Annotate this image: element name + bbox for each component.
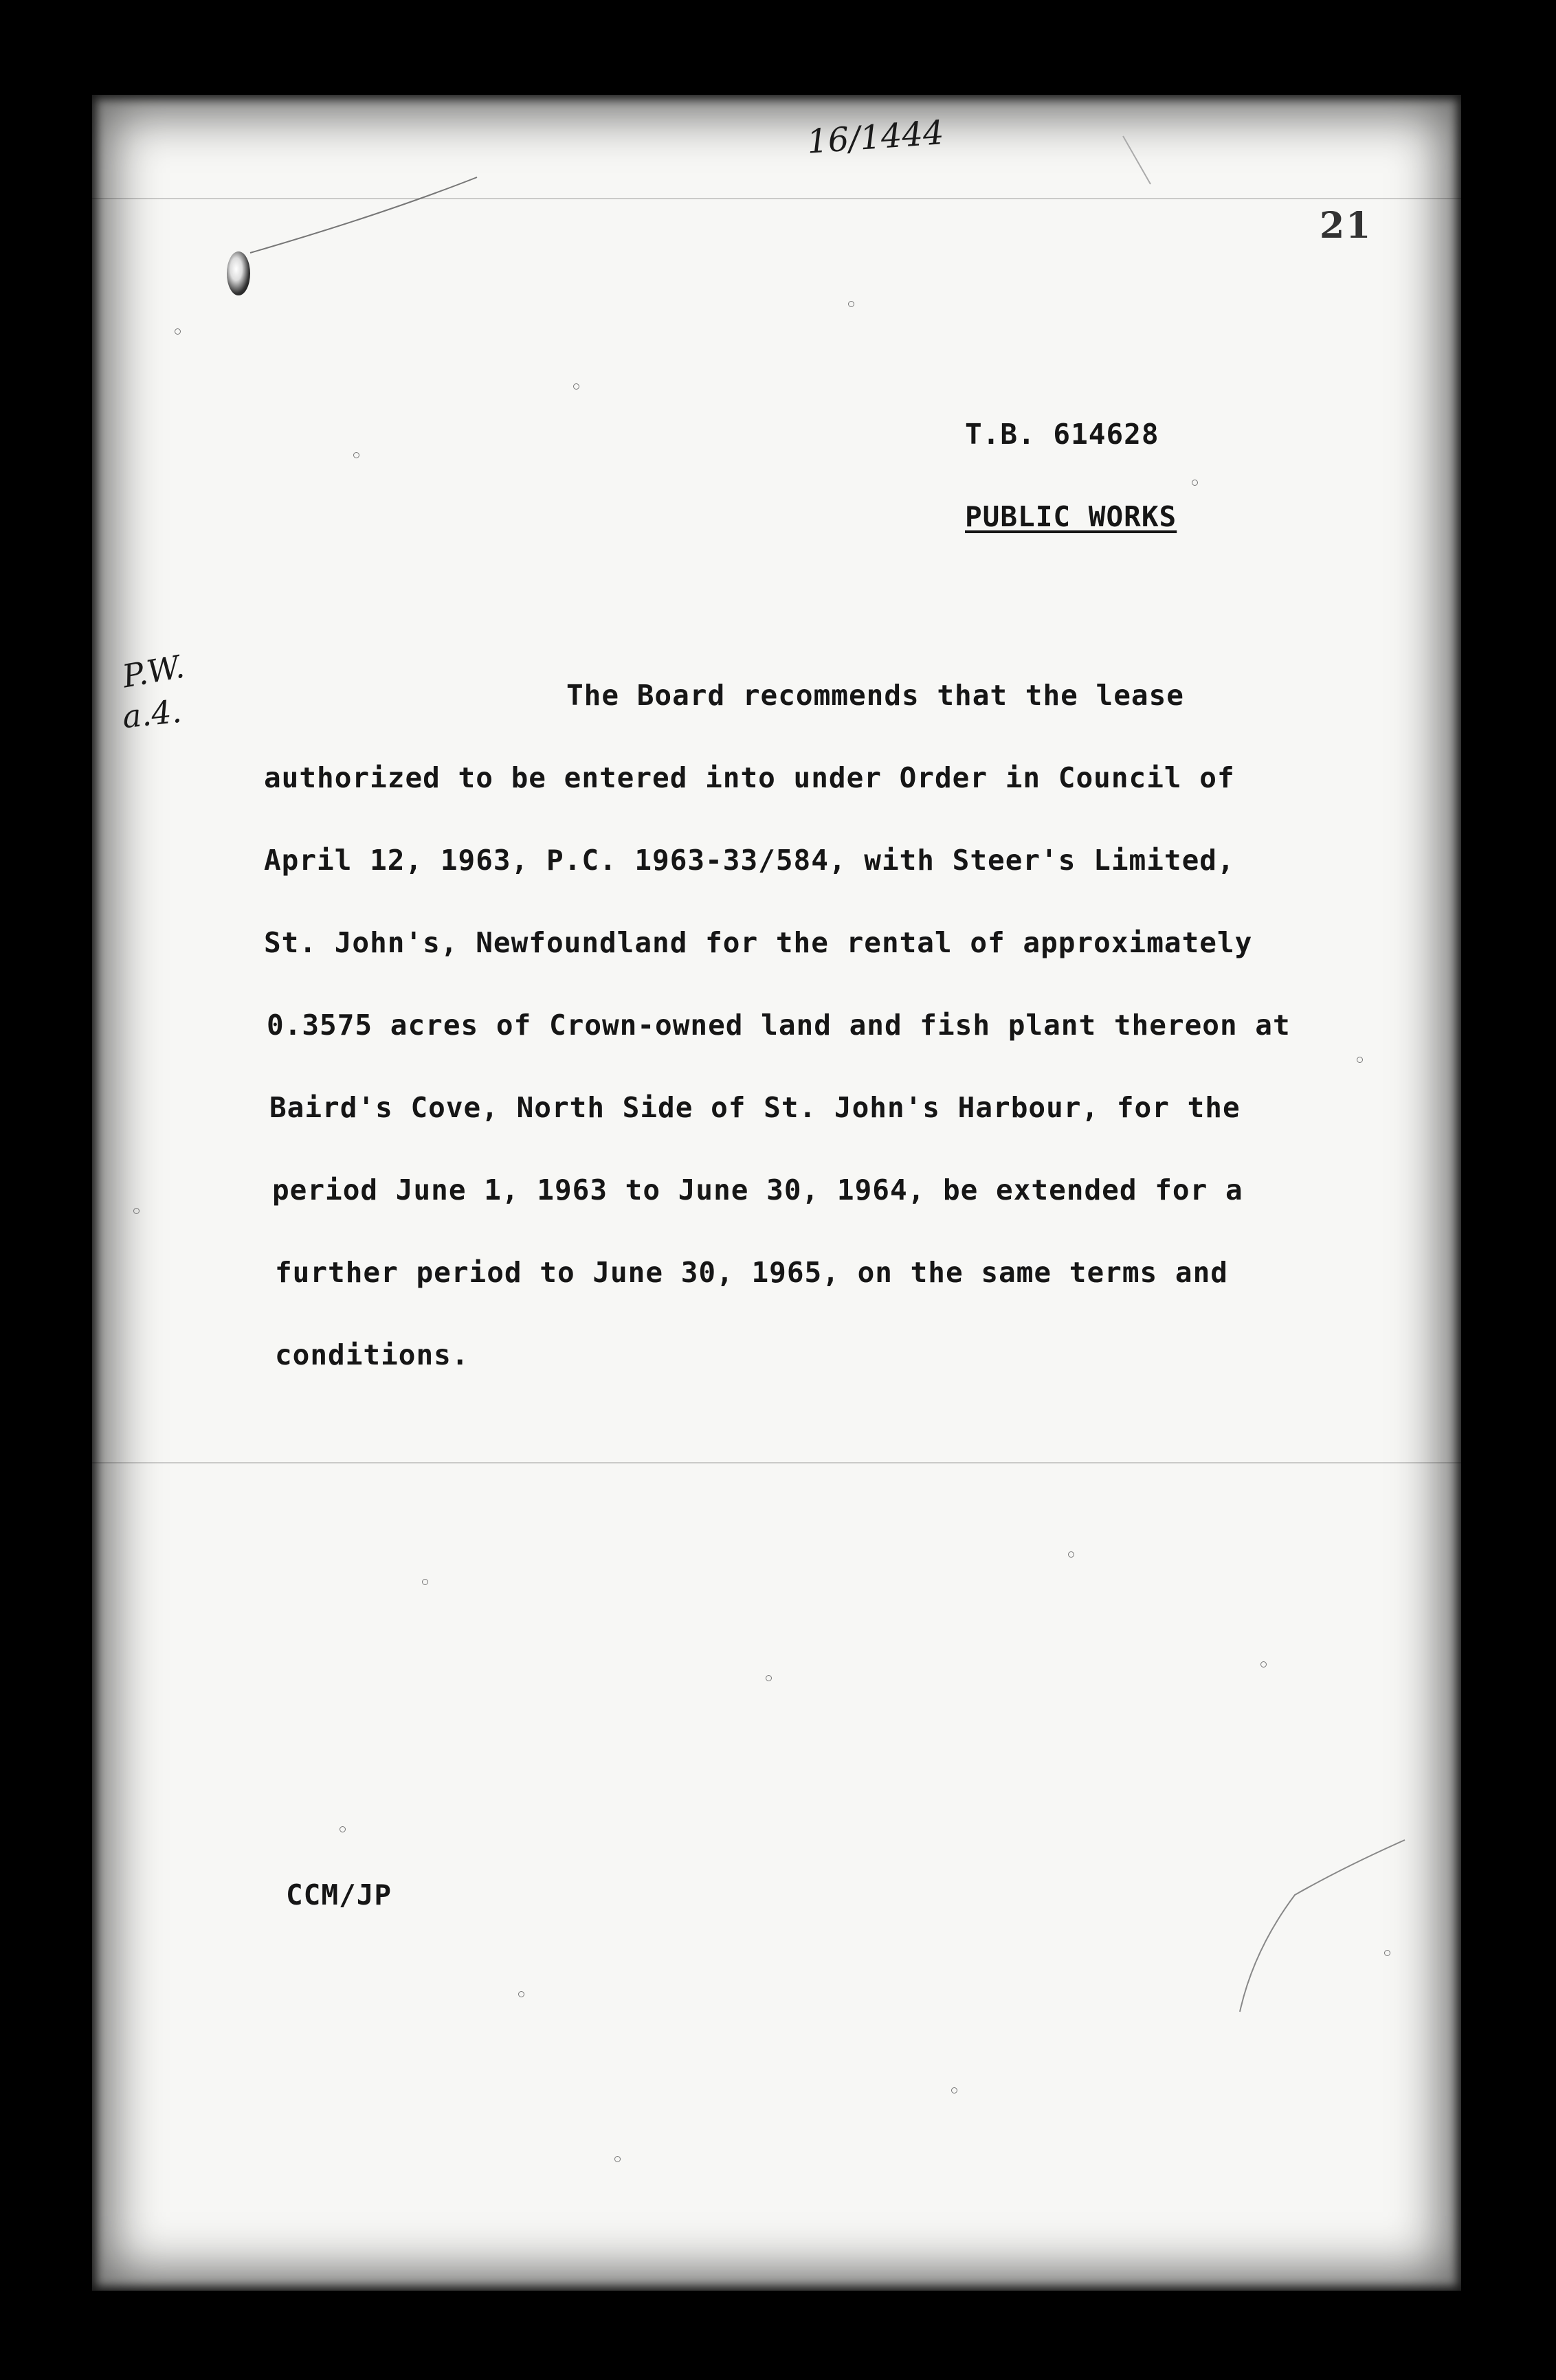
dust-speck [614, 2156, 621, 2162]
body-line: conditions. [275, 1338, 469, 1371]
body-line: 0.3575 acres of Crown-owned land and fish plant thereon at [267, 1009, 1291, 1042]
dust-speck [848, 301, 854, 307]
body-line: The Board recommends that the lease [566, 679, 1184, 712]
dust-speck [951, 2087, 957, 2093]
dust-speck [1384, 1950, 1390, 1956]
body-line: St. John's, Newfoundland for the rental of approximately [264, 926, 1253, 959]
dust-speck [518, 1991, 524, 1997]
dust-speck [573, 383, 579, 390]
handwritten-file-number: 16/1444 [805, 113, 946, 161]
dust-speck [175, 328, 181, 335]
body-line: April 12, 1963, P.C. 1963-33/584, with Steer's Limited, [264, 844, 1235, 877]
handwritten-initials-line1: P.W. [119, 647, 188, 695]
dust-speck [1192, 480, 1198, 486]
body-line: Baird's Cove, North Side of St. John's Harbour, for the [269, 1091, 1241, 1124]
dust-speck [1357, 1057, 1363, 1063]
dust-speck [340, 1826, 346, 1832]
body-line: further period to June 30, 1965, on the same terms and [275, 1256, 1228, 1289]
body-line: period June 1, 1963 to June 30, 1964, be extended for a [272, 1174, 1243, 1206]
dust-speck [766, 1675, 772, 1681]
dust-speck [1260, 1661, 1267, 1668]
document-page [92, 95, 1461, 2291]
dust-speck [133, 1208, 140, 1214]
handwritten-initials-line2: a.4. [120, 692, 184, 736]
treasury-board-reference: T.B. 614628 [965, 418, 1159, 451]
stamped-page-number: 21 [1320, 205, 1372, 247]
dust-speck [1068, 1551, 1074, 1558]
body-line: authorized to be entered into under Order in Council of [264, 761, 1235, 794]
dust-speck [353, 452, 359, 458]
department-heading: PUBLIC WORKS [965, 500, 1177, 533]
dust-speck [422, 1579, 428, 1585]
typist-initials: CCM/JP [286, 1878, 392, 1911]
